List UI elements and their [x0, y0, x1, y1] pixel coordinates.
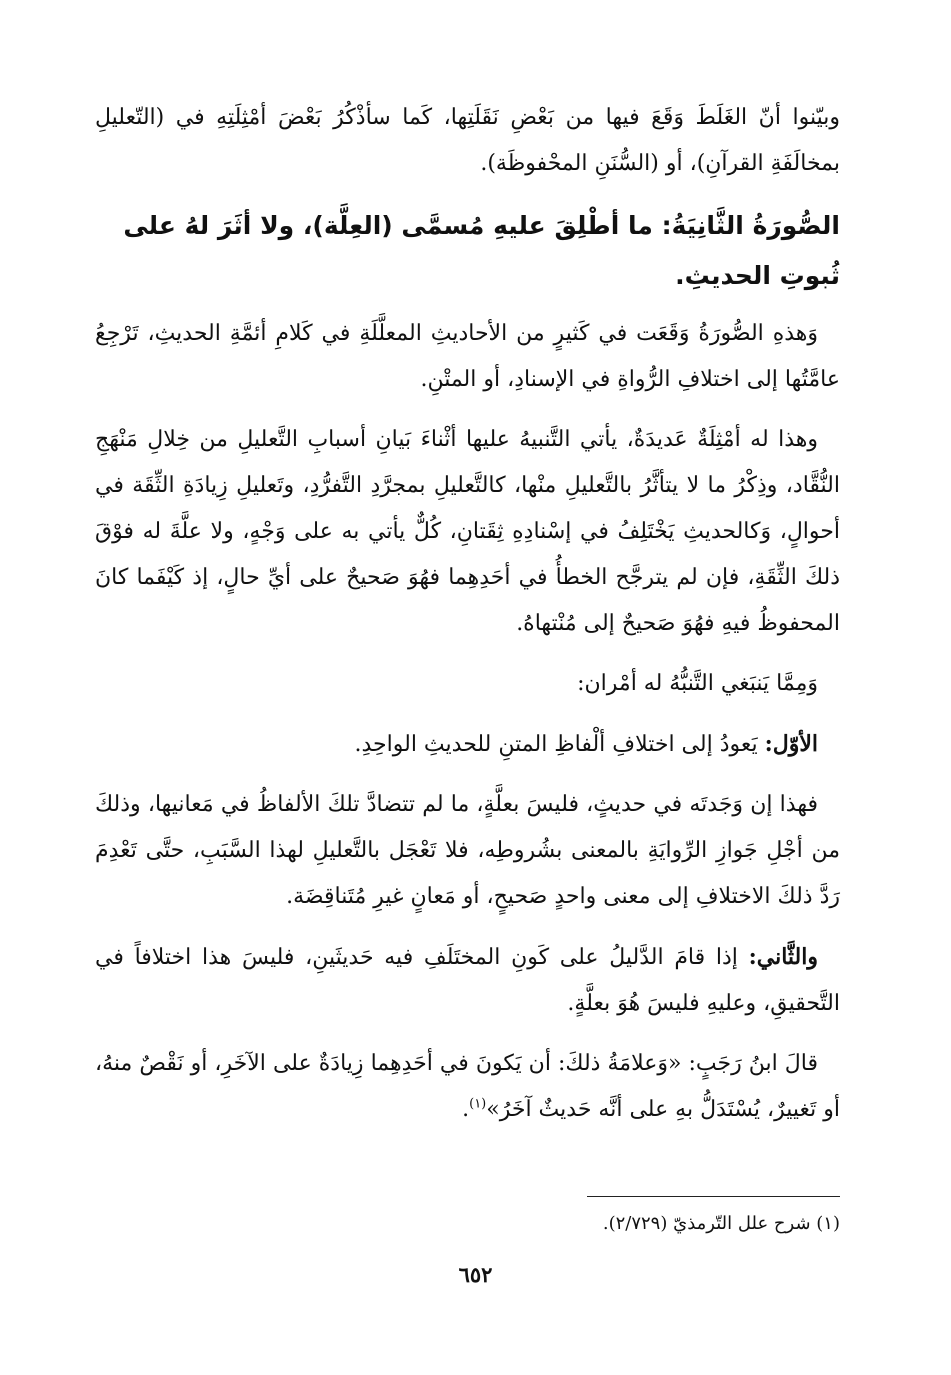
page-body	[95, 95, 840, 1147]
paragraph-8-end: .	[462, 1097, 470, 1122]
paragraph-7-lead: والثَّاني:	[748, 944, 818, 970]
page-number: ٦٥٢	[458, 1262, 493, 1287]
paragraph-7	[95, 934, 840, 1027]
paragraph-5-lead: الأوّل:	[764, 731, 818, 757]
paragraph-2: وَهذهِ الصُّورَةُ وَقَعَت في كَثيرٍ من الأحاديثِ المعلَّلَةِ في كَلامِ أئمَّةِ الحديثِ، تَرْجِعُ عامَّتُها إلى اختلافِ الرُّواةِ في الإسنادِ، أو المتْنِ.	[95, 321, 840, 392]
footnote-ref[interactable]: (١)	[469, 1096, 487, 1112]
footnote-divider	[587, 1196, 840, 1197]
paragraph-4: وَمِمَّا يَنبَغي التَّنبُّهُ له أمْران:	[577, 671, 818, 696]
paragraph-3: وهذا له أمْثِلَةٌ عَديدَةٌ، يأتي التَّنبيهُ عليها أثْناءَ بَيانِ أسبابِ التَّعليلِ من خِلالِ مَنْهَجِ النُّقَّاد، وذِكْرُ ما لا يتأثَّرُ بالتَّعليلِ منْها، كالتَّعليلِ بمجرَّدِ التَّفرُّدِ، وتَعليلِ زِيادَةِ الثِّقَة في أحوالٍ، وَكالحديثِ يَخْتَلِفُ في إسْنادِهِ ثِقَتانِ، كُلٌّ يأتي به على وَجْهٍ، ولا علَّةَ له فوْقَ ذلكَ الثِّقَةِ، فإن لم يترجَّح الخطأُ في أحَدِهِما فهُوَ صَحيحٌ على أيِّ حالٍ، إذ كَيْفَما كانَ المحفوظُ فيهِ فهُوَ صَحيحٌ إلى مُنْتهاهُ.	[95, 427, 840, 636]
paragraph-5-text: يَعودُ إلى اختلافِ ألْفاظِ المتنِ للحديثِ الواحِدِ.	[354, 732, 758, 757]
paragraph-5	[95, 721, 840, 768]
paragraph-8	[95, 1041, 840, 1133]
paragraph-6: فهذا إن وَجَدتَه في حديثٍ، فليسَ بعلَّةٍ، ما لم تتضادَّ تلكَ الألفاظُ في مَعانيها، وذلكَ من أجْلِ جَوازِ الرِّوايَةِ بالمعنى بشُروطِه، فلا تَعْجَل بالتَّعليلِ لهذا السَّبَبِ، حتَّى تَعْدِمَ رَدَّ ذلكَ الاختلافِ إلى معنى واحدٍ صَحيحٍ، أو مَعانٍ غيرِ مُتَناقِضَة.	[95, 792, 840, 909]
footnote: (١) شرح علل التّرمذيّ (٢/٧٢٩).	[602, 1213, 840, 1234]
paragraph-7-text: إذا قامَ الدَّليلُ على كَونِ المختَلَفِ فيه حَديثَينِ، فليسَ هذا اختلافاً في التَّحقيقِ، وعليهِ فليسَ هُوَ بعلَّةٍ.	[95, 945, 840, 1016]
paragraph-8-text: قالَ ابنُ رَجَبٍ: «وَعلامَةُ ذلكَ: أن يَكونَ في أحَدِهِما زِيادَةٌ على الآخَرِ، أو نَقْصٌ منهُ، أو تَغييرٌ، يُسْتَدَلُّ بهِ على أنَّه حَديثٌ آخَرُ»	[95, 1051, 840, 1122]
section-heading: الصُّورَةُ الثَّانِيَةُ: ما أطْلِقَ عليهِ مُسمَّى (العِلَّة)، ولا أثَرَ لهُ على ثُبوتِ الحديثِ.	[123, 211, 840, 290]
paragraph-1: وبيّنوا أنّ الغَلَطَ وَقَعَ فيها من بَعْضِ نَقَلَتِها، كَما سأذْكُرُ بَعْضَ أمْثِلَتِهِ في (التّعليلِ بمخالَفَةِ القرآنِ)، أو (السُّنَنِ المحْفوظَة).	[95, 105, 840, 176]
